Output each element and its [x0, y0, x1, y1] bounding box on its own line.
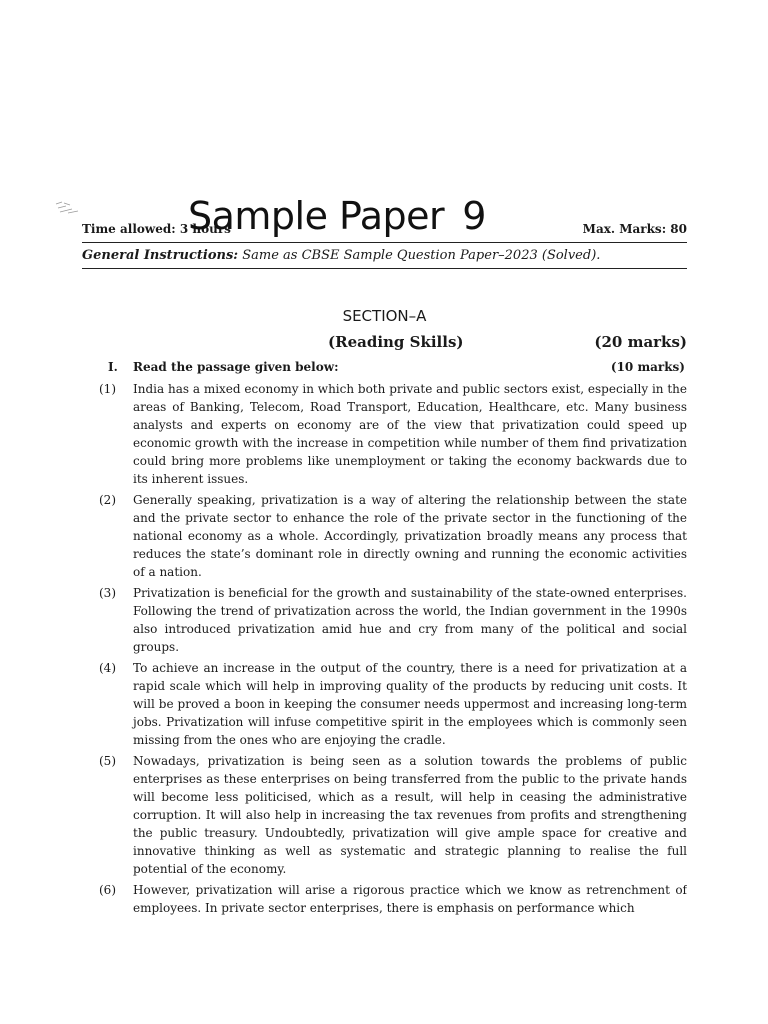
title-text: Sample Paper: [188, 194, 445, 238]
question-marks: (10 marks): [610, 360, 685, 374]
title-number: 9: [462, 194, 486, 238]
passage-paragraph: [82, 380, 687, 488]
instructions-label: General Instructions:: [82, 248, 239, 263]
pen-scribble-mark: [54, 200, 82, 216]
paragraph-number: (2): [99, 493, 116, 507]
paragraph-number: (6): [99, 883, 116, 897]
paragraph-number: (3): [99, 586, 116, 600]
passage-paragraph: [82, 491, 687, 581]
paragraph-text: To achieve an increase in the output of the country, there is a need for privatization at a rapid scale which will help in improving quality of the products by reducing unit costs. It will be proved a boon in keeping the consumer needs uppermost and increasing long-term jobs. Privatization will infuse competitive spirit in the employees which is commonly seen missing from the ones who are enjoying the cradle.: [133, 661, 687, 747]
section-marks: (20 marks): [594, 333, 687, 351]
paragraph-text: However, privatization will arise a rigorous practice which we know as retrenchment of employees. In private sector enterprises, there is emphasis on performance which: [133, 883, 687, 915]
instructions-rule: [82, 268, 687, 269]
time-allowed: Time allowed: 3 hours: [82, 222, 231, 236]
header-rule: [82, 242, 687, 243]
section-subtitle: (Reading Skills): [328, 333, 464, 351]
paragraph-number: (4): [99, 661, 116, 675]
paragraph-text: Generally speaking, privatization is a way of altering the relationship between the state and the private sector to enhance the role of the private sector in the functioning of the national economy as a whole. Accordingly, privatization broadly means any process that reduces the state’s dominant role in directly owning and running the economic activities of a nation.: [133, 493, 687, 579]
header: [82, 192, 687, 240]
exam-page: [82, 0, 687, 1024]
question-number: I.: [108, 360, 118, 374]
passage-paragraph: [82, 584, 687, 656]
question-text: Read the passage given below:: [133, 360, 339, 374]
paragraph-text: Privatization is beneficial for the growth and sustainability of the state-owned enterprises. Following the trend of privatization across the world, the Indian government in the 1990s also introduced privatization amid hue and cry from many of the political and social groups.: [133, 586, 687, 654]
passage-paragraph: [82, 659, 687, 749]
instructions-text: Same as CBSE Sample Question Paper–2023 (Solved).: [238, 248, 601, 263]
paragraph-text: Nowadays, privatization is being seen as a solution towards the problems of public enterprises as these enterprises on being transferred from the public to the private hands will become less politicised, which as a result, will help in ceasing the administrative corruption. It will also help in increasing the tax revenues from profits and strengthening the public treasury. Undoubtedly, privatization will give ample space for creative and innovative thinking as well as systematic and strategic planning to realise the full potential of the economy.: [133, 754, 687, 876]
page-title: [188, 192, 486, 240]
section-title: SECTION–A: [342, 307, 427, 325]
passage-paragraph: [82, 752, 687, 878]
paragraph-number: (1): [99, 382, 116, 396]
paragraph-text: India has a mixed economy in which both private and public sectors exist, especially in the areas of Banking, Telecom, Road Transport, Education, Healthcare, etc. Many business analysts and experts on economy are of the view that privatization could speed up economic growth with the increase in competition while number of them find privatization could bring more problems like unemployment or taking the economy backwards due to its inherent issues.: [133, 382, 687, 486]
max-marks: Max. Marks: 80: [582, 222, 687, 236]
passage-paragraph: [82, 881, 687, 917]
passage: [82, 380, 687, 920]
paragraph-number: (5): [99, 754, 116, 768]
general-instructions: [82, 248, 600, 263]
